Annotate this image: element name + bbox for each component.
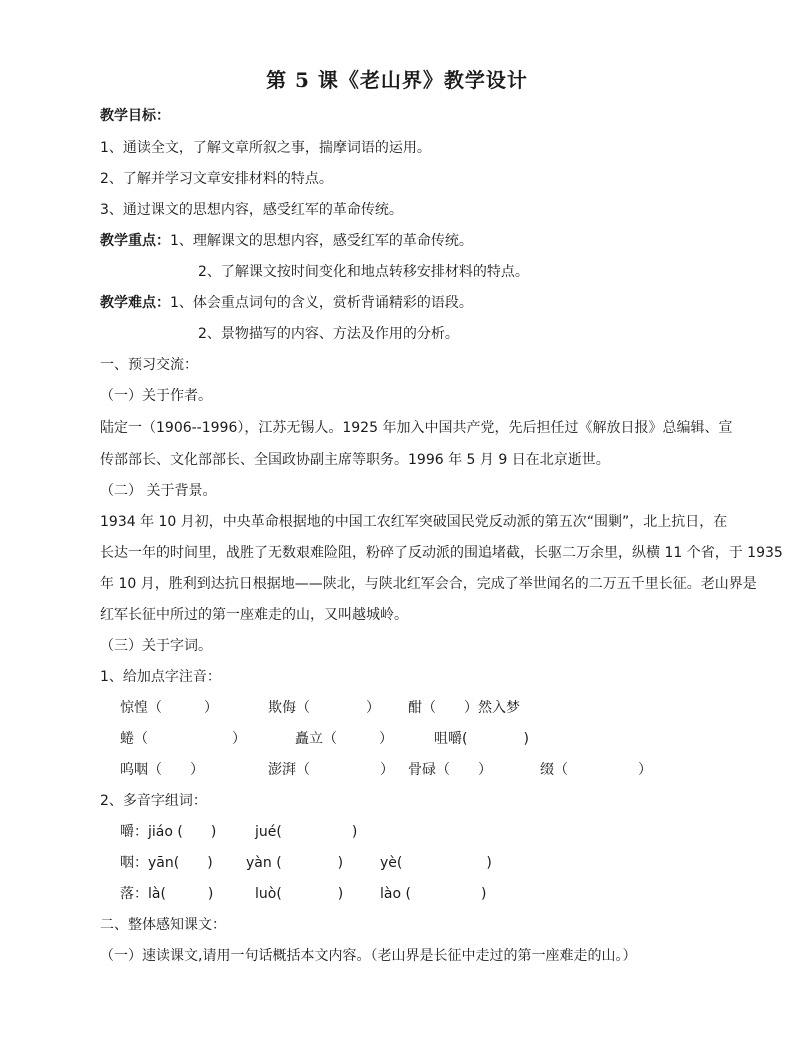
objective-item: 1、通读全文，了解文章所叙之事，揣摩词语的运用。 xyxy=(100,140,431,156)
objective-item: 2、了解并学习文章安排材料的特点。 xyxy=(100,171,333,187)
polyphone-blank: yè( ) xyxy=(380,855,492,871)
polyphone-blank: lào ( ) xyxy=(380,886,487,902)
key-point-item: 1、理解课文的思想内容，感受红军的革命传统。 xyxy=(170,233,473,249)
polyphone-blank: luò( ) xyxy=(255,886,344,902)
difficulty-item: 2、景物描写的内容、方法及作用的分析。 xyxy=(198,326,459,342)
pinyin-blank: 矗立（ ） xyxy=(295,731,393,747)
pinyin-blank: 惊惶（ ） xyxy=(120,700,218,716)
polyphone-blank: yàn ( ) xyxy=(246,855,344,871)
difficulties-line xyxy=(100,293,473,313)
section-heading: 一、预习交流： xyxy=(100,357,198,373)
paragraph-line: 1934 年 10 月初，中央革命根据地的中国工农红军突破国民党反动派的第五次“围剿”，北上抗日，在 xyxy=(100,514,728,530)
polyphone-blank: 嚼：jiáo ( ) xyxy=(120,824,217,840)
sub-heading: （二） 关于背景。 xyxy=(100,483,217,499)
question-line: （一）速读课文,请用一句话概括本文内容。（老山界是长征中走过的第一座难走的山。） xyxy=(100,948,637,964)
polyphone-blank: 咽：yān( ) xyxy=(120,855,213,871)
key-point-item: 2、了解课文按时间变化和地点转移安排材料的特点。 xyxy=(198,264,529,280)
pinyin-blank: 呜咽（ ） xyxy=(120,762,204,778)
section-heading: 二、整体感知课文： xyxy=(100,917,226,933)
sub-heading: （一）关于作者。 xyxy=(100,388,212,404)
polyphone-blank: 落：là( ) xyxy=(120,886,214,902)
exercise-heading: 2、多音字组词： xyxy=(100,793,207,809)
paragraph-line: 红军长征中所过的第一座难走的山，又叫越城岭。 xyxy=(100,607,408,623)
pinyin-blank: 蜷（ ） xyxy=(120,731,246,747)
paragraph-line: 年 10 月，胜利到达抗日根据地——陕北，与陕北红军会合，完成了举世闻名的二万五千里长征。老山界是 xyxy=(100,576,757,592)
pinyin-blank: 澎湃（ ） xyxy=(268,762,394,778)
difficulty-item: 1、体会重点词句的含义，赏析背诵精彩的语段。 xyxy=(170,295,473,311)
paragraph-line: 传部部长、文化部部长、全国政协副主席等职务。1996 年 5 月 9 日在北京逝世。 xyxy=(100,452,610,468)
paragraph-line: 长达一年的时间里，战胜了无数艰难险阻，粉碎了反动派的围追堵截，长驱二万余里，纵横 11 个省，于 1935 xyxy=(100,545,783,561)
key-points-label: 教学重点： xyxy=(100,233,170,249)
exercise-heading: 1、给加点字注音： xyxy=(100,669,221,685)
objective-item: 3、通过课文的思想内容，感受红军的革命传统。 xyxy=(100,202,403,218)
pinyin-blank: 咀嚼( ) xyxy=(434,731,529,747)
key-points-line xyxy=(100,231,473,251)
objectives-label: 教学目标： xyxy=(100,108,170,124)
difficulties-label: 教学难点： xyxy=(100,295,170,311)
sub-heading: （三）关于字词。 xyxy=(100,638,212,654)
polyphone-blank: jué( ) xyxy=(255,824,358,840)
pinyin-blank: 缀（ ） xyxy=(540,762,652,778)
paragraph-line: 陆定一（1906--1996），江苏无锡人。1925 年加入中国共产党，先后担任过《解放日报》总编辑、宣 xyxy=(100,420,733,436)
document-title: 第 5 课《老山界》教学设计 xyxy=(266,68,528,92)
pinyin-blank: 骨碌（ ） xyxy=(408,762,492,778)
pinyin-blank: 欺侮（ ） xyxy=(268,700,380,716)
pinyin-blank: 酣（ ）然入梦 xyxy=(408,700,520,716)
